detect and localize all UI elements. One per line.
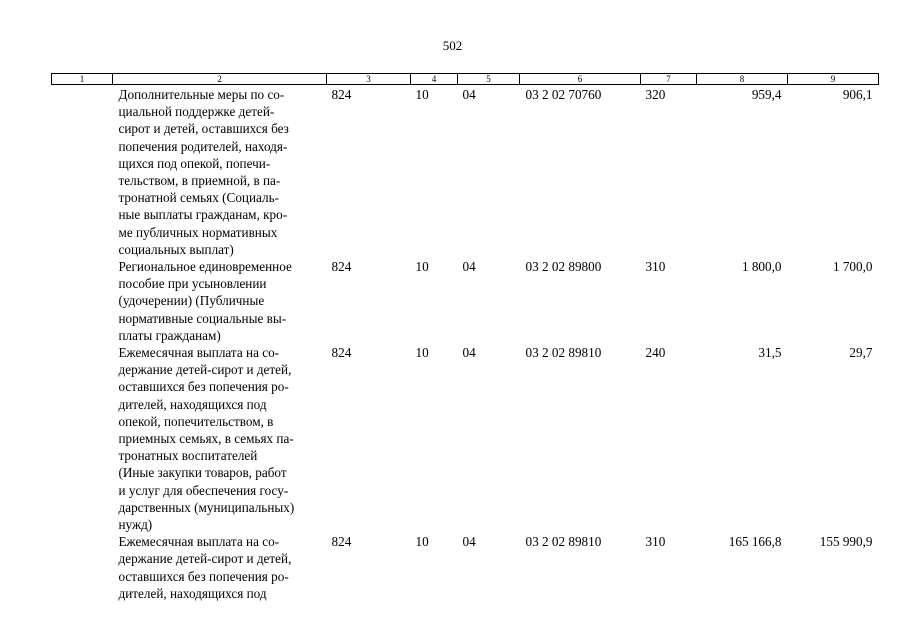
section-code: 10 [415, 345, 429, 361]
amount-first-year: 959,4 [751, 87, 782, 102]
page-number: 502 [442, 38, 463, 53]
table-row [52, 258, 879, 344]
section-code: 10 [415, 534, 429, 550]
amount-second-year: 29,7 [849, 345, 873, 361]
ministry-code: 824 [331, 534, 352, 550]
row-description: Ежемесячная выплата на со- держание детей-сирот и детей, оставшихся без попечения ро- дителей, находящихся под опекой, попечительством, в приемных семьях, в семьях па- тронатных воспитателей (Иные закупки товаров, работ и услуг для обеспечения госу- дарственных (муниципальных) нужд) [118, 345, 295, 533]
table-row [52, 85, 879, 259]
table-row [52, 344, 879, 533]
section-code: 10 [415, 87, 429, 102]
amount-second-year: 155 990,9 [819, 534, 873, 550]
subsection-code: 04 [462, 87, 476, 102]
amount-first-year: 165 166,8 [728, 534, 782, 550]
amount-first-year: 1 800,0 [741, 259, 782, 275]
amount-first-year: 31,5 [758, 345, 782, 361]
expense-type-code: 310 [645, 534, 666, 550]
row-number-cell [52, 85, 113, 259]
expense-type-code: 240 [645, 345, 666, 361]
column-header: 3 [327, 74, 411, 85]
ministry-code: 824 [331, 259, 352, 275]
column-header: 8 [697, 74, 788, 85]
expense-type-code: 310 [645, 259, 666, 275]
column-header: 2 [113, 74, 327, 85]
column-header: 4 [411, 74, 458, 85]
ministry-code: 824 [331, 87, 352, 102]
row-description: Дополнительные меры по со- циальной поддержке детей- сирот и детей, оставшихся без попечения родителей, находя- щихся под опекой, попечи- тельством, в приемной, в па- тронатной семьях (Социаль- ные выплаты гражданам, кро- ме публичных нормативных социальных выплат) [118, 87, 289, 257]
column-header: 1 [52, 74, 113, 85]
column-header: 7 [641, 74, 697, 85]
subsection-code: 04 [462, 534, 476, 550]
target-article-code: 03 2 02 89810 [525, 534, 602, 550]
row-number-cell [52, 533, 113, 602]
expense-type-code: 320 [645, 87, 666, 102]
amount-second-year: 906,1 [842, 87, 873, 102]
target-article-code: 03 2 02 89810 [525, 345, 602, 361]
ministry-code: 824 [331, 345, 352, 361]
row-description: Ежемесячная выплата на со- держание детей-сирот и детей, оставшихся без попечения ро- дителей, находящихся под [118, 534, 292, 601]
row-number-cell [52, 258, 113, 344]
budget-table [51, 73, 879, 602]
amount-second-year: 1 700,0 [832, 259, 873, 275]
column-header: 9 [788, 74, 879, 85]
section-code: 10 [415, 259, 429, 275]
subsection-code: 04 [462, 345, 476, 361]
column-header: 6 [520, 74, 641, 85]
target-article-code: 03 2 02 89800 [525, 259, 602, 275]
subsection-code: 04 [462, 259, 476, 275]
column-number-row [52, 74, 879, 85]
row-number-cell [52, 344, 113, 533]
row-description: Региональное единовременное пособие при усыновлении (удочерении) (Публичные нормативные социальные вы- платы гражданам) [118, 259, 292, 343]
target-article-code: 03 2 02 70760 [525, 87, 602, 102]
table-row [52, 533, 879, 602]
column-header: 5 [458, 74, 520, 85]
